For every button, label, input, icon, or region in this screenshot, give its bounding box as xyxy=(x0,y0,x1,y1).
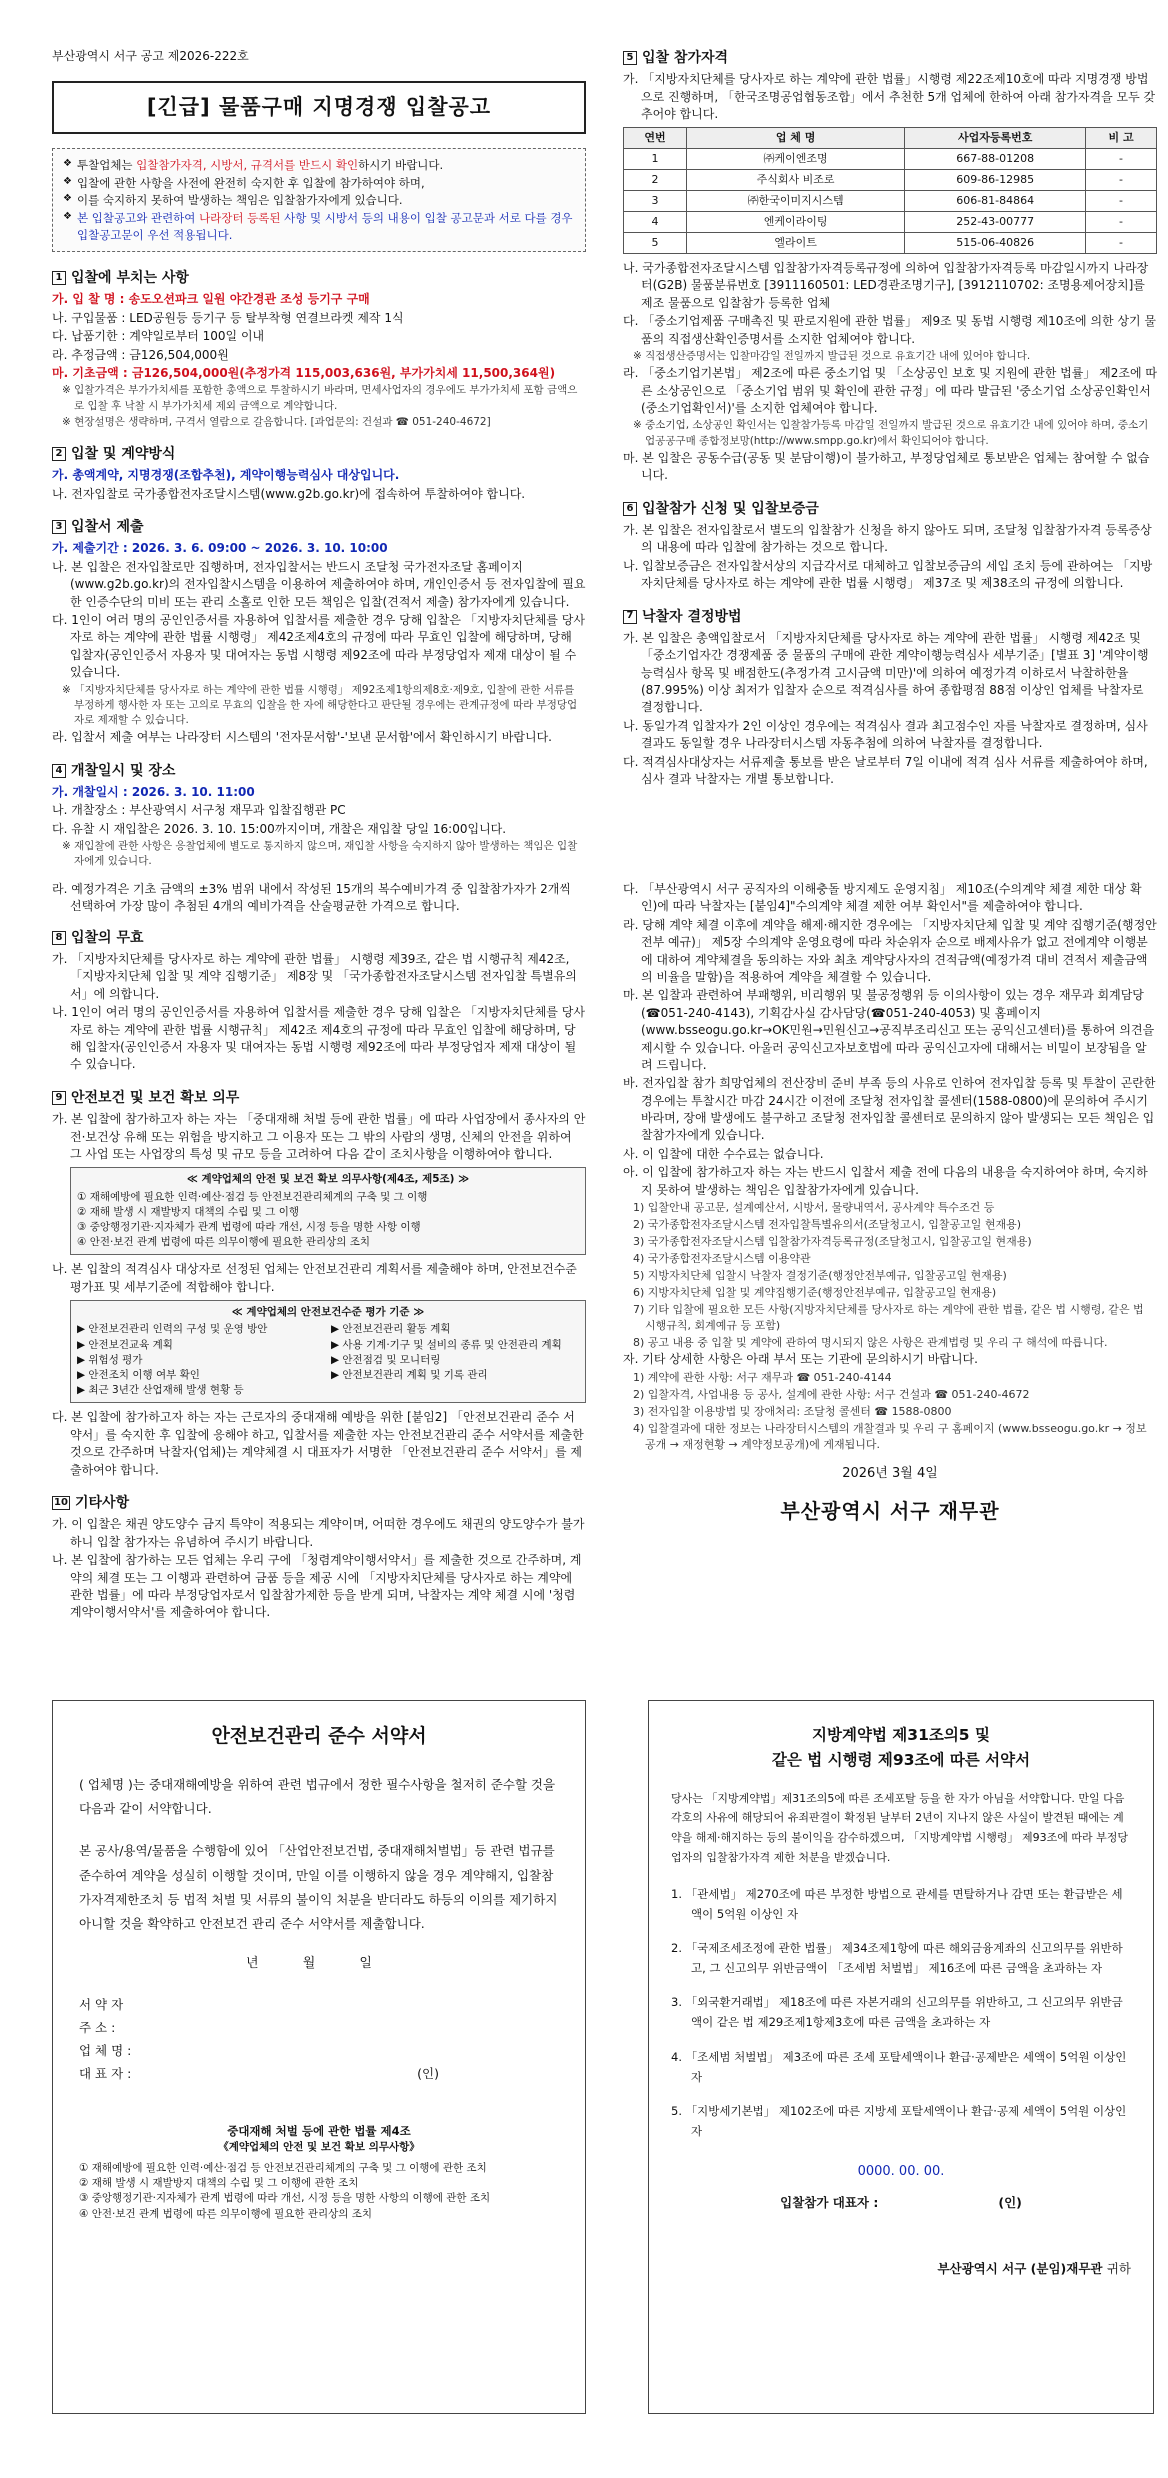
table-header: 비 고 xyxy=(1086,128,1157,149)
notice-number: 부산광역시 서구 공고 제2026-222호 xyxy=(52,49,249,63)
section-number: 5 xyxy=(623,51,637,65)
note: ※ 입찰가격은 부가가치세를 포함한 총액으로 투찰하시기 바라며, 면세사업자의 경우에도 부가가치세 포함 금액으로 입찰 후 낙찰 시 부가가치세 제외 금액으로 계약합니다. xyxy=(62,384,578,412)
list-item: 사. 이 입찰에 대한 수수료는 없습니다. xyxy=(623,1146,824,1161)
section-2 xyxy=(52,444,586,503)
contact-item: 1) 계약에 관한 사항: 서구 재무과 ☎ 051-240-4144 xyxy=(633,1370,892,1384)
section-3 xyxy=(52,517,586,746)
law-item: ④ 안전·보건 관계 법령에 따른 의무이행에 필요한 관리상의 조치 xyxy=(79,2207,373,2220)
list-item: 마. 본 입찰은 공동수급(공동 및 분담이행)이 불가하고, 부정당업체로 통보받은 업체는 참여할 수 없습니다. xyxy=(623,450,1150,483)
left-column-bottom xyxy=(52,880,586,1636)
announce-date: 2026년 3월 4일 xyxy=(842,1465,938,1481)
box-item: ▶ 위험성 평가 xyxy=(77,1353,143,1366)
tax-pledge-form xyxy=(648,1700,1154,2414)
list-item: 나. 동일가격 입찰자가 2인 이상인 경우에는 적격심사 결과 최고점수인 자를 낙찰자로 결정하며, 심사결과도 동일할 경우 나라장터시스템 자동추첨에 의하여 낙찰자를 결정합니다. xyxy=(623,718,1148,751)
section-title: 입찰 참가자격 xyxy=(642,50,729,66)
pledge-title: 지방계약법 제31조의5 및 같은 법 시행령 제93조에 따른 서약서 xyxy=(771,1726,1031,1769)
right-column-bottom xyxy=(623,880,1157,1526)
list-item: 가. 본 입찰은 총액입찰로서 「지방자치단체를 당사자로 하는 계약에 관한 법률」 시행령 제42조 및 「중소기업자간 경쟁제품 중 물품의 구매에 관한 계약이행능력심사 세부기준」[별표 3] '계약이행능력심사 항목 및 배점한도(추정가격 고시금액 미만)'에 의하여 예정가격 이하로서 낙찰하한율 (87.995%) 이상 최저가 입찰자 순으로 적격심사를 하여 종합평점 88점 이상인 업체를 낙찰자로 결정합니다. xyxy=(623,630,1149,715)
list-item: 라. 예정가격은 기초 금액의 ±3% 범위 내에서 작성된 15개의 복수예비가격 중 입찰참가자가 2개씩 선택하여 가장 많이 추첨된 4개의 예비가격을 산술평균한 가격으로 합니다. xyxy=(52,882,571,914)
sub-item: 4) 국가종합전자조달시스템 이용약관 xyxy=(633,1251,811,1265)
list-item: 자. 기타 상세한 사항은 아래 부서 또는 기관에 문의하시기 바랍니다. xyxy=(623,1352,978,1367)
box-item: ② 재해 발생 시 재발방지 대책의 수립 및 그 이행 xyxy=(77,1205,300,1218)
list-item: 가. 이 입찰은 채권 양도양수 금지 특약이 적용되는 계약이며, 어떠한 경우에도 채권의 양도양수가 불가하니 입찰 참가자는 유념하여 주시기 바랍니다. xyxy=(52,1517,585,1549)
sub-item: 7) 기타 입찰에 필요한 모든 사항(지방자치단체를 당사자로 하는 계약에 관한 법률, 같은 법 시행령, 같은 법 시행규칙, 회계예규 등 포함) xyxy=(633,1302,1144,1332)
box-item: ▶ 안전보건관리 활동 계획 xyxy=(331,1323,451,1336)
opening-place: 나. 개찰장소 : 부산광역시 서구청 재무과 입찰집행관 PC xyxy=(52,803,346,818)
invited-companies-table xyxy=(623,127,1157,254)
callout-item: ❖ 입찰에 관한 사항을 사전에 완전히 숙지한 후 입찰에 참가하여야 하며, xyxy=(63,175,575,192)
safety-pledge-form xyxy=(52,1700,586,2414)
box-item: ④ 안전·보건 관계 법령에 따른 의무이행에 필요한 관리상의 조치 xyxy=(77,1236,371,1249)
list-item: 가. 본 입찰은 전자입찰로서 별도의 입찰참가 신청을 하지 않아도 되며, 조달청 입찰참가자격 등록증상의 내용에 따라 입찰에 참가하는 것으로 합니다. xyxy=(623,522,1152,555)
list-item: 나. 본 입찰에 참가하는 모든 업체는 우리 구에 「청렴계약이행서약서」를 제출한 것으로 간주하며, 계약의 체결 또는 그 이행과 관련하여 금품 등을 제공 시에 「지방자치단체를 당사자로 하는 계약에 관한 법률」에 따라 부정당업자로서 입찰참가제한 등을 받게 되며, 낙찰자는 계약 체결 시에 '청렴계약이행서약서'를 제출하여야 합니다. xyxy=(52,1553,582,1620)
sub-item: 6) 지방자치단체 입찰 및 계약집행기준(행정안전부예규, 입찰공고일 현재용) xyxy=(633,1285,997,1299)
pledge-intro: 당사는 「지방계약법」제31조의5에 따른 조세포탈 등을 한 자가 아님을 서약합니다. 만일 다음 각호의 사유에 해당되어 유죄판결이 확정된 날부터 2년이 지나지 않은 사실이 발견된 때에는 계약을 해제·해지하는 등의 불이익을 감수하겠으며, 「지방계약법 시행령」 제93조에 따라 부정당업자의 입찰참가자격 제한 처분을 받겠습니다. xyxy=(671,1791,1128,1864)
seal-mark: (인) xyxy=(417,2066,439,2082)
list-item: 다. 1인이 여러 명의 공인인증서를 자용하여 입찰서를 제출한 경우 당해 입찰은 「지방자치단체를 당사자로 하는 계약에 관한 법률 시행령」 제42조제4호의 규정에 따라 무효인 입찰에 해당하며, 당해 입찰자(공인인증서 자용자 및 대여자는 동법 시행령 제92조에 따라 부정당업자 제재 대상이 될 수 있습니다. xyxy=(52,613,585,680)
pledge-date: 년 월 일 xyxy=(246,1955,392,1971)
table-row: 3 ㈜한국이미지시스템 606-81-84864 - xyxy=(624,191,1157,212)
note: ※ 현장설명은 생략하며, 구격서 열람으로 갈음합니다. [과업문의: 건설과 ☎ 051-240-4672] xyxy=(62,415,491,428)
section-9 xyxy=(52,1088,586,1479)
sub-item: 5) 지방자치단체 입찰시 낙찰자 결정기준(행정안전부예규, 입찰공고일 현재용) xyxy=(633,1268,1007,1282)
list-item: 아. 이 입찰에 참가하고자 하는 자는 반드시 입찰서 제출 전에 다음의 내용을 숙지하여야 하며, 숙지하지 못하여 발생하는 책임은 입찰참가자에게 있습니다. xyxy=(623,1165,1148,1197)
list-item: 마. 본 입찰과 관련하여 부패행위, 비리행위 및 불공정행위 등 이의사항이 있는 경우 재무과 회계담당(☎051-240-4143), 기획감사실 감사담당(☎051-240-4053) 및 홈페이지(www.bsseogu.go.kr→OK민원→민원신고→공직부조리신고 또는 공익신고센터)를 통하여 의견을 제시할 수 있습니다. 아울러 공익신고자보호법에 따라 공익신고자에 대해서는 비밀이 보장됨을 알려 드립니다. xyxy=(623,988,1155,1072)
box-item: ▶ 안전보건관리 계획 및 기록 관리 xyxy=(331,1369,488,1382)
list-item: 나. 입찰보증금은 전자입찰서상의 지급각서로 대체하고 입찰보증금의 세입 조치 등에 관하여는 「지방자치단체를 당사자로 하는 계약에 관한 법률 시행령」 제37조 및 제38조의 규정에 의합니다. xyxy=(623,558,1153,591)
callout-box xyxy=(52,148,586,252)
sub-item: 3) 국가종합전자조달시스템 입찰참가자격등록규정(조달청고시, 입찰공고일 현재용) xyxy=(633,1234,1032,1248)
section-title: 기타사항 xyxy=(75,1495,130,1512)
table-header: 사업자등록번호 xyxy=(905,128,1086,149)
section-number: 3 xyxy=(52,520,66,534)
contract-type: 가. 총액계약, 지명경쟁(조합추천), 계약이행능력심사 대상입니다. xyxy=(52,468,400,483)
law-title: 중대재해 처벌 등에 관한 법률 제4조 xyxy=(227,2124,411,2139)
section-number: 1 xyxy=(52,271,66,285)
bid-estimate: 라. 추정금액 : 금126,504,000원 xyxy=(52,347,229,362)
bid-deadline: 다. 납품기한 : 계약일로부터 100일 이내 xyxy=(52,329,265,344)
box-item: ③ 중앙행정기관·지자체가 관계 법령에 따라 개선, 시정 등을 명한 사항 이행 xyxy=(77,1220,421,1233)
pledge-paragraph-1: ( 업체명 )는 중대재해예방을 위하여 관련 법규에서 정한 필수사항을 철저히 준수할 것을 다음과 같이 서약합니다. xyxy=(79,1776,556,1816)
list-item: 다. 「부산광역시 서구 공직자의 이해충돌 방지제도 운영지침」 제10조(수의계약 체결 제한 대상 확인)에 따라 낙찰자는 [붙임4]"수의계약 체결 제한 여부 확인서"를 제출하여야 합니다. xyxy=(623,882,1142,914)
table-header: 업 체 명 xyxy=(686,128,904,149)
section-title: 입찰에 부치는 사항 xyxy=(71,270,189,287)
section-number: 6 xyxy=(623,502,637,516)
table-row: 1 ㈜케이엔조명 667-88-01208 - xyxy=(624,149,1157,170)
box-title: ≪ 계약업체의 안전 및 보건 확보 의무사항(제4조, 제5조) ≫ xyxy=(186,1173,470,1186)
pledge-paragraph-2: 본 공사/용역/물품을 수행함에 있어 「산업안전보건법, 중대재해처벌법」등 관련 법규를 준수하여 계약을 성실히 이행할 것이며, 만일 이를 이행하지 않을 경우 계약해지, 입찰참가자격제한조치 등 법적 처벌 및 서류의 불이익 처분을 받더라도 하등의 이의를 제기하지 아니할 것을 확약하고 안전보건 관리 준수 서약서를 제출합니다. xyxy=(79,1843,558,1932)
law-item: ③ 중앙행정기관·지자체가 관계 법령에 따라 개선, 시정 등을 명한 사항의 이행에 관한 조치 xyxy=(79,2192,491,2205)
note: ※ 직접생산증명서는 입찰마감일 전일까지 발급된 것으로 유효기간 내에 있어야 합니다. xyxy=(633,350,1031,363)
section-title: 낙찰자 결정방법 xyxy=(642,608,742,625)
signature-row: 업 체 명 : xyxy=(79,2042,132,2058)
section-6 xyxy=(623,499,1157,593)
sub-item: 2) 국가종합전자조달시스템 전자입찰특별유의서(조달청고시, 입찰공고일 현재용) xyxy=(633,1217,1022,1231)
box-item: ▶ 안전보건교육 계획 xyxy=(77,1338,173,1351)
callout-item: ❖ 본 입찰공고와 관련하여 나라장터 등록된 사항 및 시방서 등의 내용이 입찰 공고문과 서로 다를 경우 입찰공고문이 우선 적용됩니다. xyxy=(63,210,575,243)
law-item: ② 재해 발생 시 재발방지 대책의 수립 및 그 이행에 관한 조치 xyxy=(79,2177,359,2190)
section-number: 4 xyxy=(52,764,66,778)
list-item: 가. 본 입찰에 참가하고자 하는 자는 「중대재해 처벌 등에 관한 법률」에 따라 사업장에서 종사자의 안전·보건상 유해 또는 위험을 방지하고 그 이용자 또는 그 밖의 사람의 생명, 신체의 안전을 위하여 그 사업 또는 사업장의 특성 및 규모 등을 고려하여 다음 같이 조치사항을 이행하여야 합니다. xyxy=(52,1112,586,1161)
contact-item: 4) 입찰결과에 대한 정보는 나라장터시스템의 개찰결과 및 우리 구 홈페이지 (www.bsseogu.go.kr → 정보공개 → 재정현황 → 계약정보공개)에 게재됩니다. xyxy=(633,1421,1147,1451)
list-item: 라. 「중소기업기본법」 제2조에 따른 중소기업 및 「소상공인 보호 및 지원에 관한 법률」 제2조에 따른 소상공인으로 「중소기업 범위 및 확인에 관한 규정」에 따라 발급된 '중소기업 소상공인확인서(중소기업확인서)'를 소지한 업체여야 합니다. xyxy=(623,366,1157,416)
note: ※ 중소기업, 소상공인 확인서는 입찰참가등록 마감일 전일까지 발급된 것으로 유효기간 내에 있어야 하며, 중소기업공공구매 종합정보망(http://www.smpp.go.kr)에서 확인되어야 합니다. xyxy=(633,419,1149,447)
pledge-date: 0000. 00. 00. xyxy=(857,2164,945,2180)
list-item: 바. 전자입찰 참가 희망업체의 전산장비 준비 부족 등의 사유로 인하여 전자입찰 등록 및 투찰이 곤란한 경우에는 투찰시간 마감 24시간 이전에 조달청 전자입찰 콜센터(1588-0800)에 문의하여 주시기 바라며, 장애 발생에도 불구하고 조달청 전자입찰 콜센터로 문의하지 않아 발생되는 모든 책임은 입찰참가자에게 있습니다. xyxy=(623,1076,1156,1143)
obligations-box xyxy=(70,1167,586,1255)
box-item: ▶ 사용 기계·기구 및 설비의 종류 및 안전관리 계획 xyxy=(331,1338,562,1351)
pledge-title: 안전보건관리 준수 서약서 xyxy=(211,1725,427,1747)
list-item: 나. 본 입찰의 적격심사 대상자로 선정된 업체는 안전보건관리 계획서를 제출해야 하며, 안전보건수준 평가표 및 세부기준에 적합해야 합니다. xyxy=(52,1262,577,1294)
pledge-item: 1. 「관세법」 제270조에 따른 부정한 방법으로 관세를 면탈하거나 감면 또는 환급받은 세액이 5억원 이상인 자 xyxy=(671,1886,1123,1921)
table-header-row xyxy=(624,128,1157,149)
table-row: 5 엘라이트 515-06-40826 - xyxy=(624,233,1157,254)
note: ※ 「지방자치단체를 당사자로 하는 계약에 관한 법률 시행령」 제92조제1항의제8호·제9호, 입찰에 관한 서류를 부정하게 행사한 자 또는 고의로 무효의 입찰을 한 자에 해당한다고 판단될 경우에는 관계규정에 따라 부정당업자로 제재할 수 있습니다. xyxy=(62,683,578,727)
pledge-item: 2. 「국제조세조정에 관한 법률」 제34조제1항에 따른 해외금융계좌의 신고의무를 위반하고, 그 신고의무 위반금액이 「조세범 처벌법」 제16조에 따른 금액을 초과하는 자 xyxy=(671,1941,1123,1976)
section-number: 7 xyxy=(623,610,637,624)
list-item: 가. 「지방자치단체를 당사자로 하는 계약에 관한 법률」 시행령 제39조, 같은 법 시행규칙 제42조, 「지방자치단체 입찰 및 계약 집행기준」 제8장 및 「국가종합전자조달시스템 전자입찰 특별유의서」에 의합니다. xyxy=(52,952,577,1001)
pledge-recipient: 부산광역시 서구 (분임)재무관 귀하 xyxy=(937,2261,1131,2276)
signature-row: 대 표 자 : (인) xyxy=(79,2065,559,2083)
section-title: 입찰 및 계약방식 xyxy=(71,446,176,463)
box-item: ▶ 안전점검 및 모니터링 xyxy=(331,1353,441,1366)
list-item: 나. 1인이 여러 명의 공인인증서를 자용하여 입찰서를 제출한 경우 당해 입찰은 「지방자치단체를 당사자로 하는 계약에 관한 법률 시행규칙」 제42조 제4호의 규정에 따라 무효인 입찰에 해당하며, 당해 입찰자(공인인증서 자용자 및 대여자는 동법 시행령 제92조에 따라 부정당업자 제재 대상이 될 수 있습니다. xyxy=(52,1005,585,1072)
contact-item: 2) 입찰자격, 사업내용 등 공사, 설계에 관한 사항: 서구 건설과 ☎ 051-240-4672 xyxy=(633,1387,1030,1401)
law-subtitle: 《계약업체의 안전 및 보건 확보 의무사항》 xyxy=(218,2140,420,2153)
qualification-intro: 가. 「지방자치단체를 당사자로 하는 계약에 관한 법률」시행령 제22조제10호에 따라 지명경쟁 방법으로 진행하며, 「한국조명공업협동조합」에서 추천한 5개 업체에 한하여 아래 참가자격을 모두 갖추어야 합니다. xyxy=(623,72,1156,122)
callout-item: ❖ 투찰업체는 입찰참가자격, 시방서, 규격서를 반드시 확인하시기 바랍니다. xyxy=(63,157,575,174)
list-item: 나. 국가종합전자조달시스템 입찰참가자격등록규정에 의하여 입찰참가자격등록 마감일시까지 나라장터(G2B) 물품분류번호 [3911160501: LED경관조명기구], [3912110702: 조명용제어장치]를 제조 물품으로 입찰참가 등록한 업체 xyxy=(623,261,1149,310)
law-reference-box xyxy=(79,2123,559,2222)
section-10 xyxy=(52,1493,586,1622)
note: ※ 재입찰에 관한 사항은 응찰업체에 별도로 통지하지 않으며, 재입찰 사항을 숙지하지 않아 발생하는 책임은 입찰자에게 있습니다. xyxy=(62,840,578,868)
pledge-item: 3. 「외국환거래법」 제18조에 따른 자본거래의 신고의무를 위반하고, 그 신고의무 위반금액이 같은 법 제29조제1항제3호에 따른 금액을 초과하는 자 xyxy=(671,1995,1123,2030)
notice-title: [긴급] 물품구매 지명경쟁 입찰공고 xyxy=(52,81,586,133)
table-row: 4 엔케이라이팅 252-43-00777 - xyxy=(624,212,1157,233)
box-item: ▶ 안전조치 이행 여부 확인 xyxy=(77,1369,200,1382)
bid-name: 가. 입 찰 명 : 송도오션파크 일원 야간경관 조성 등기구 구매 xyxy=(52,292,370,307)
section-title: 입찰서 제출 xyxy=(71,519,144,536)
list-item: 다. 「중소기업제품 구매촉진 및 판로지원에 관한 법률」 제9조 및 동법 시행령 제10조에 의한 상기 물품의 직접생산확인증명서를 소지한 업체여야 합니다. xyxy=(623,314,1157,346)
left-column-top xyxy=(52,48,586,884)
signature-row: 주 소 : xyxy=(79,2019,116,2035)
list-item: 다. 본 입찰에 참가하고자 하는 자는 근로자의 중대재해 예방을 위한 [붙임2] 「안전보건관리 준수 서약서」를 숙지한 후 입찰에 응해야 하고, 입찰서를 제출한 자는 안전보건관리 준수 서약서를 제출한 것으로 간주하며 낙찰자(업체)는 계약체결 시 대표자가 서명한 「안전보건관리 준수 서약서」를 제출하여야 합니다. xyxy=(52,1410,584,1477)
submission-period: 가. 제출기간 : 2026. 3. 6. 09:00 ~ 2026. 3. 10. 10:00 xyxy=(52,541,388,556)
section-number: 8 xyxy=(52,931,66,945)
section-title: 개찰일시 및 장소 xyxy=(71,762,176,779)
pledge-item: 5. 「지방세기본법」 제102조에 따른 지방세 포탈세액이나 환급·공제 세액이 5억원 이상인 자 xyxy=(671,2103,1127,2138)
table-row: 2 주식회사 비조로 609-86-12985 - xyxy=(624,170,1157,191)
evaluation-criteria-box xyxy=(70,1300,586,1403)
section-title: 입찰참가 신청 및 입찰보증금 xyxy=(642,500,819,517)
section-title: 입찰의 무효 xyxy=(71,929,144,946)
pledge-item: 4. 「조세범 처벌법」 제3조에 따른 조세 포탈세액이나 환급·공제받은 세액이 5억원 이상인 자 xyxy=(671,2049,1127,2084)
box-title: ≪ 계약업체의 안전보건수준 평가 기준 ≫ xyxy=(231,1306,425,1319)
section-7 xyxy=(623,607,1157,789)
callout-item: ❖ 이를 숙지하지 못하여 발생하는 책임은 입찰참가자에게 있습니다. xyxy=(63,192,575,209)
section-1 xyxy=(52,268,586,430)
section-title: 안전보건 및 보건 확보 의무 xyxy=(71,1089,240,1106)
contract-method: 나. 전자입찰로 국가종합전자조달시스템(www.g2b.go.kr)에 접속하여 투찰하여야 합니다. xyxy=(52,486,526,501)
sub-item: 8) 공고 내용 중 입찰 및 계약에 관하여 명시되지 않은 사항은 관계법령 및 우리 구 해석에 따릅니다. xyxy=(633,1335,1108,1349)
list-item: 나. 본 입찰은 전자입찰로만 집행하며, 전자입찰서는 반드시 조달청 국가전자조달 홈페이지(www.g2b.go.kr)의 전자입찰시스템을 이용하여 제출하여야 하며, 개인인증서 등 전자입찰에 필요한 인증수단의 미비 또는 관리 소홀로 인한 모든 책임은 입찰(견적서 제출) 참가자에게 있습니다. xyxy=(52,559,586,609)
signature-row: 서 약 자 xyxy=(79,1996,124,2012)
section-number: 10 xyxy=(52,1496,70,1510)
section-number: 2 xyxy=(52,447,66,461)
box-item: ▶ 최근 3년간 산업재해 발생 현황 등 xyxy=(77,1384,244,1397)
signature-line: 입찰참가 대표자 : (인) xyxy=(780,2194,1022,2210)
right-column-top xyxy=(623,48,1157,802)
list-item: 라. 입찰서 제출 여부는 나라장터 시스템의 '전자문서함'-'보낸 문서함'에서 확인하시기 바랍니다. xyxy=(52,730,552,745)
issuer: 부산광역시 서구 재무관 xyxy=(780,1499,1000,1524)
contact-item: 3) 전자입찰 이용방법 및 장애처리: 조달청 콜센터 ☎ 1588-0800 xyxy=(633,1404,952,1418)
section-8 xyxy=(52,928,586,1074)
table-header: 연번 xyxy=(624,128,687,149)
list-item: 다. 적격심사대상자는 서류제출 통보를 받은 날로부터 7일 이내에 적격 심사 서류를 제출하여야 하며, 심사 결과 낙찰자는 개별 통보합니다. xyxy=(623,754,1148,786)
section-4 xyxy=(52,761,586,870)
rebid-info: 다. 유찰 시 재입찰은 2026. 3. 10. 15:00까지이며, 개찰은 재입찰 당일 16:00입니다. xyxy=(52,821,507,836)
sub-item: 1) 입찰안내 공고문, 설계예산서, 시방서, 물량내역서, 공사계약 특수조건 등 xyxy=(633,1201,995,1215)
section-5 xyxy=(623,48,1157,485)
list-item: 라. 당해 계약 체결 이후에 계약을 해제·해지한 경우에는 「지방자치단체 입찰 및 계약 집행기준(행정안전부 예규)」 제5장 수의계약 운영요령에 따라 차순위자 순으로 배제사유가 없고 전에계약 이행분에 대하여 계약체결을 동의하는 자와 최초 계약당사자의 견적금액(예정가격 대비 견적서 제출금액의 비율을 말함)을 적용하여 계약을 체결할 수 있습니다. xyxy=(623,917,1157,984)
opening-time: 가. 개찰일시 : 2026. 3. 10. 11:00 xyxy=(52,784,255,799)
section-number: 9 xyxy=(52,1091,66,1105)
law-item: ① 재해예방에 필요한 인력·예산·점검 등 안전보건관리체계의 구축 및 그 이행에 관한 조치 xyxy=(79,2162,487,2175)
bid-base-amount: 마. 기초금액 : 금126,504,000원(추정가격 115,003,636원, 부가가치세 11,500,364원) xyxy=(52,366,556,381)
box-item: ▶ 안전보건관리 인력의 구성 및 운영 방안 xyxy=(77,1323,268,1336)
box-item: ① 재해예방에 필요한 인력·예산·점검 등 안전보건관리체계의 구축 및 그 이행 xyxy=(77,1190,428,1203)
bid-item: 나. 구입물품 : LED공원등 등기구 등 탈부착형 연결브라켓 제작 1식 xyxy=(52,310,404,325)
